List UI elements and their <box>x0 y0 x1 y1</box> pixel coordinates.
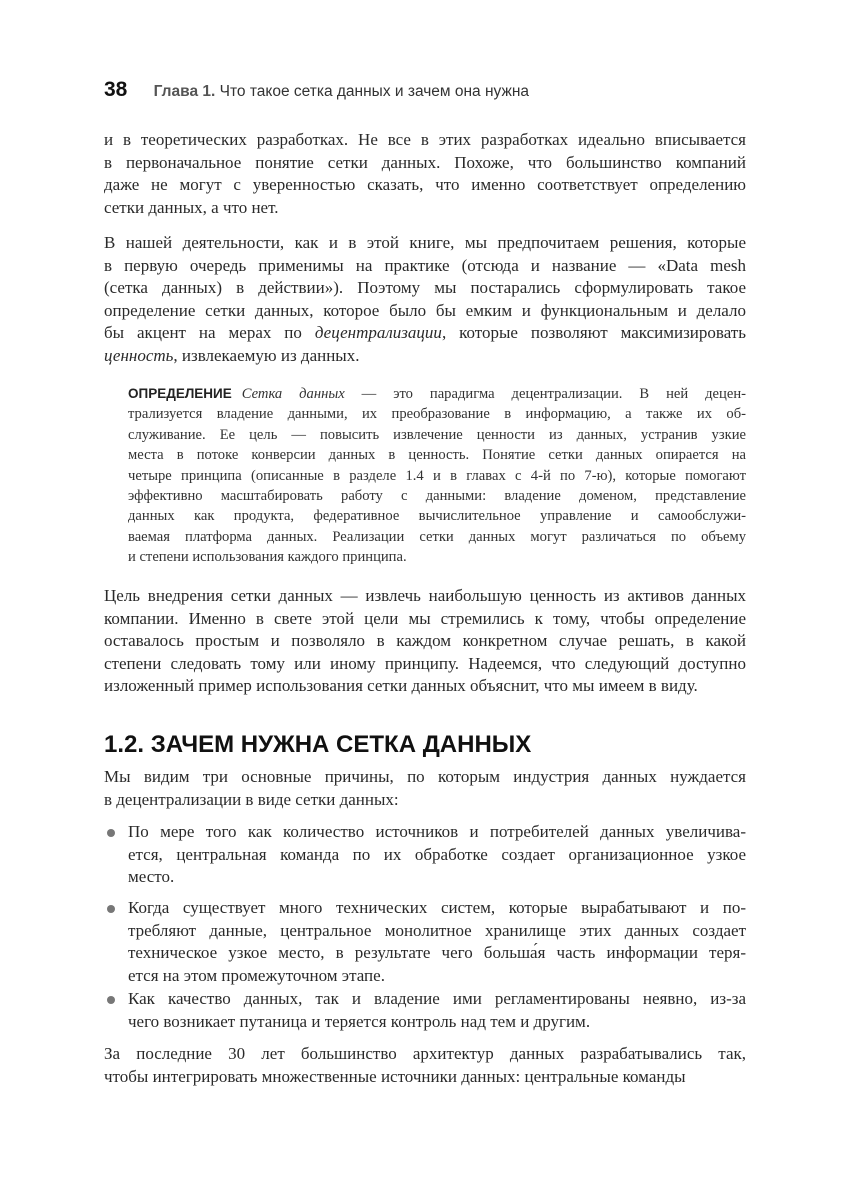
bullet-text <box>128 821 746 889</box>
text-segment: За последние 30 лет большинство архитектур данных разрабатывались так, <box>104 1044 746 1063</box>
bullet-icon <box>107 829 115 837</box>
bullet-item <box>104 821 746 889</box>
text-line <box>128 897 746 920</box>
chapter-title: Что такое сетка данных и зачем она нужна <box>219 83 530 100</box>
text-segment: чего возникает путаница и теряется контроль над тем и другим. <box>128 1011 591 1031</box>
text-line <box>128 486 746 506</box>
text-segment: требляют данные, центральное монолитное хранилище этих данных создает <box>128 920 746 940</box>
text-segment: сетки данных, а что нет. <box>104 197 279 217</box>
text-segment: , которые позволяют максимизировать <box>441 323 746 342</box>
text-line <box>128 942 746 965</box>
text-line <box>128 547 746 567</box>
text-line <box>104 675 746 698</box>
paragraph <box>104 585 746 698</box>
text-segment: определение сетки данных, которое было бы емким и функциональным и делало <box>104 300 746 320</box>
bullet-item <box>104 988 746 1033</box>
text-line <box>104 277 746 300</box>
text-line <box>128 920 746 943</box>
bullet-text <box>128 988 746 1033</box>
text-segment: и степени использования каждого принципа. <box>128 549 407 566</box>
paragraph <box>104 766 746 811</box>
emphasis-text: Сетка данных <box>241 386 345 402</box>
text-segment: изложенный пример использования сетки данных объяснит, что мы имеем в виду. <box>104 676 698 695</box>
text-segment: По мере того как количество источников и потребителей данных увеличива- <box>128 822 746 841</box>
bullet-item <box>104 897 746 987</box>
text-line <box>104 152 746 175</box>
text-line <box>128 506 746 526</box>
text-line <box>104 174 746 197</box>
text-line <box>104 789 746 812</box>
text-segment: бы акцент на мерах по <box>104 323 315 342</box>
text-line <box>104 345 746 368</box>
text-line <box>128 466 746 486</box>
text-line <box>104 653 746 676</box>
text-segment: степени следовать тому или иному принципу. Надеемся, что следующий доступно <box>104 653 746 673</box>
bullet-icon <box>107 996 115 1004</box>
text-line <box>104 255 746 278</box>
text-line <box>104 766 746 789</box>
emphasis-text: децентрализации <box>314 323 442 342</box>
text-segment: даже не могут с уверенностью сказать, что именно соответствует определению <box>104 175 746 194</box>
bullet-text <box>128 897 746 987</box>
text-segment: места в потоке конверсии данных в ценность. Понятие сетки данных опирается на <box>128 447 746 464</box>
page-number: 38 <box>104 78 128 101</box>
bullet-icon <box>107 905 115 913</box>
text-line <box>104 585 746 608</box>
text-line <box>104 232 746 255</box>
text-line <box>104 300 746 323</box>
text-line <box>104 1066 746 1089</box>
paragraph <box>104 232 746 367</box>
text-segment: оставалось простым и позволяло в каждом конкретном случае решать, в какой <box>104 631 746 650</box>
text-line <box>128 404 746 424</box>
text-line <box>104 322 746 345</box>
text-segment: данных как продукта, федеративное вычислительное управление и самообслужи- <box>128 508 746 525</box>
text-segment: место. <box>128 867 175 886</box>
running-header <box>104 78 529 102</box>
text-segment: компании. Именно в свете этой цели мы стремились к тому, чтобы определение <box>104 608 746 628</box>
text-segment: (сетка данных) в действии»). Поэтому мы постарались сформулировать такое <box>104 278 746 297</box>
text-segment: ется, центральная команда по их обработке создает организационное узкое <box>128 844 746 864</box>
text-line <box>128 844 746 867</box>
text-segment: Когда существует много технических систем, которые вырабатывают и по- <box>128 898 746 917</box>
text-segment: эффективно масштабировать работу с данными: владение доменом, представление <box>128 487 746 504</box>
definition-box <box>128 384 746 568</box>
text-segment: ваемая платформа данных. Реализации сетки данных могут различаться по объему <box>128 528 746 545</box>
chapter-label: Глава 1. <box>153 83 216 100</box>
text-line <box>128 1011 746 1034</box>
paragraph <box>104 129 746 219</box>
section-heading: 1.2. ЗАЧЕМ НУЖНА СЕТКА ДАННЫХ <box>104 731 532 758</box>
text-segment: Мы видим три основные причины, по которым индустрия данных нуждается <box>104 767 746 786</box>
text-line <box>128 866 746 889</box>
text-segment: чтобы интегрировать множественные источники данных: центральные команды <box>104 1066 686 1086</box>
text-segment: В нашей деятельности, как и в этой книге, мы предпочитаем решения, которые <box>104 233 746 252</box>
text-line <box>128 821 746 844</box>
text-segment: служивание. Ее цель — повысить извлечение ценности из данных, устранив узкие <box>128 426 746 443</box>
text-line <box>104 197 746 220</box>
text-segment: четыре принципа (описанные в разделе 1.4 и в главах с 4-й по 7-ю), которые помогают <box>128 467 746 484</box>
text-line <box>128 965 746 988</box>
text-segment: ется на этом промежуточном этапе. <box>128 965 385 985</box>
text-segment: — это парадигма децентрализации. В ней децен- <box>344 386 746 402</box>
text-segment: в первоначальное понятие сетки данных. Похоже, что большинство компаний <box>104 152 746 172</box>
text-line <box>128 425 746 445</box>
text-segment: Как качество данных, так и владение ими регламентированы неявно, из-за <box>128 989 746 1008</box>
text-line <box>104 630 746 653</box>
text-line <box>128 988 746 1011</box>
text-segment: Цель внедрения сетки данных — извлечь наибольшую ценность из активов данных <box>104 586 746 605</box>
emphasis-text: ценность <box>104 345 174 365</box>
text-segment: и в теоретических разработках. Не все в этих разработках идеально вписывается <box>104 130 746 149</box>
text-line <box>128 445 746 465</box>
text-line <box>104 608 746 631</box>
text-line <box>104 1043 746 1066</box>
definition-label: ОПРЕДЕЛЕНИЕ <box>128 386 232 401</box>
text-line <box>128 384 746 404</box>
paragraph <box>104 1043 746 1088</box>
text-segment: трализуется владение данными, их преобразование в информацию, а также их об- <box>128 406 746 423</box>
text-segment: в первую очередь применимы на практике (отсюда и название — «Data mesh <box>104 255 746 275</box>
text-segment: в децентрализации в виде сетки данных: <box>104 789 399 809</box>
text-segment: , извлекаемую из данных. <box>173 345 360 365</box>
text-segment: техническое узкое место, в результате чего больша́я часть информации теря- <box>128 943 746 962</box>
text-line <box>128 527 746 547</box>
text-line <box>104 129 746 152</box>
